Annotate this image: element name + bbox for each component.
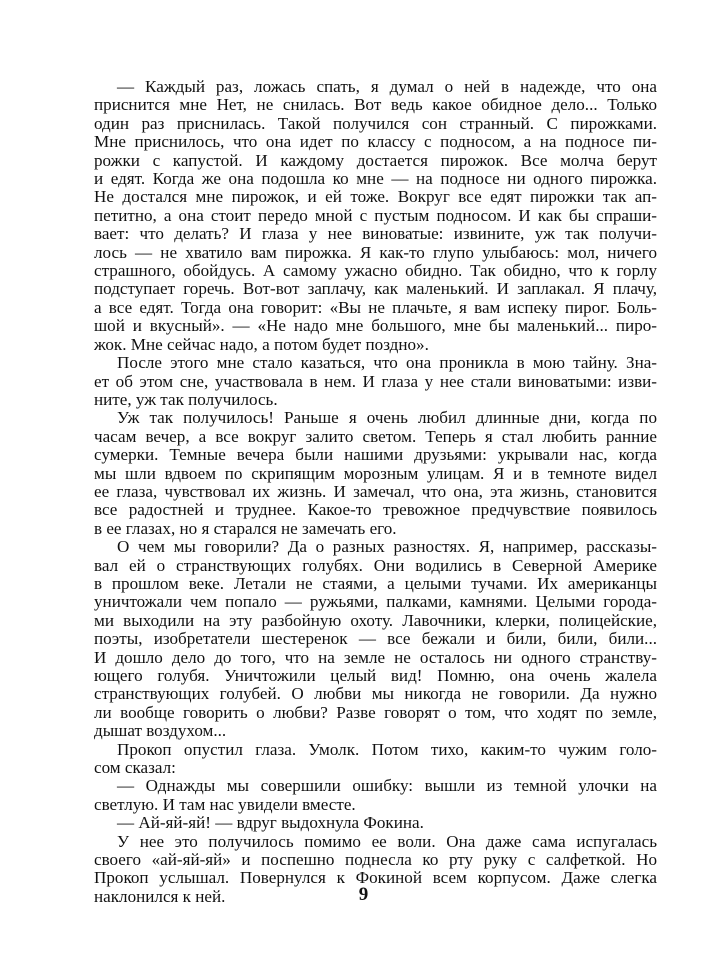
text-line: О чем мы говорили? Да о разных разностях. Я, например, рассказы- <box>117 537 657 557</box>
paragraph <box>94 354 657 409</box>
text-line: своего «ай-яй-яй» и поспешно поднесла ко рту руку с салфеткой. Но <box>94 850 657 870</box>
text-line: ми выходили на эту разбойную охоту. Лавочники, клерки, полицейские, <box>94 610 657 630</box>
text-line: страшного, обойдусь. А самому ужасно обидно. Так обидно, что к горлу <box>94 261 657 281</box>
text-line: странствующих голубей. О любви мы никогда не говорили. Да нужно <box>94 684 657 704</box>
text-line: светлую. И там нас увидели вместе. <box>94 794 356 814</box>
paragraph <box>94 741 657 778</box>
text-line: ющего голубя. Уничтожили целый вид! Помню, она очень жалела <box>94 666 657 685</box>
text-line: один раз приснилась. Такой получился сон странный. С пирожками. <box>94 113 657 133</box>
text-line: рожки с капустой. И каждому достается пирожок. Все молча берут <box>94 150 657 170</box>
text-line: ли вообще говорить о любви? Разве говорят о том, что ходят по земле, <box>94 702 657 722</box>
text-line: в ее глазах, но я старался не замечать его. <box>94 518 397 538</box>
text-line: — Ай-яй-яй! — вдруг выдохнула Фокина. <box>117 813 424 833</box>
text-line: Прокоп услышал. Повернулся к Фокиной всем корпусом. Даже слегка <box>94 868 657 888</box>
text-line: После этого мне стало казаться, что она проникла в мою тайну. Зна- <box>117 353 657 373</box>
text-line: ните, уж так получилось. <box>94 389 278 409</box>
paragraph <box>94 777 657 814</box>
paragraph <box>94 78 657 354</box>
text-line: вает: что делать? И глаза у нее виноватые: извините, уж так получи- <box>94 224 657 244</box>
text-line: ее глаза, чувствовал их жизнь. И замечал, что она, эта жизнь, становится <box>94 481 657 501</box>
book-page <box>94 78 657 906</box>
text-line: Мне приснилось, что она идет по классу с подносом, а на подносе пи- <box>94 132 657 152</box>
text-line: Прокоп опустил глаза. Умолк. Потом тихо, каким-то чужим голо- <box>117 739 657 759</box>
text-line: мы шли вдвоем по скрипящим морозным улицам. Я и в темноте видел <box>94 463 657 483</box>
text-line: шой и вкусный». — «Не надо мне большого, мне бы маленький... пиро- <box>94 316 657 336</box>
text-line: И дошло дело до того, что на земле не осталось ни одного странству- <box>94 647 657 667</box>
text-line: — Каждый раз, ложась спать, я думал о ней в надежде, что она <box>117 77 657 96</box>
text-line: сумерки. Темные вечера были нашими друзьями: укрывали нас, когда <box>94 445 657 465</box>
paragraph <box>94 538 657 740</box>
text-line: петитно, а она стоит передо мной с пустым подносом. И как бы спраши- <box>94 205 657 225</box>
text-line: Уж так получилось! Раньше я очень любил длинные дни, когда по <box>117 408 657 428</box>
text-line: а все едят. Тогда она говорит: «Вы не плачьте, я вам испеку пирог. Боль- <box>94 297 657 317</box>
text-line: и едят. Когда же она подошла ко мне — на подносе ни одного пирожка. <box>94 169 657 189</box>
text-line: лось — не хватило вам пирожка. Я как-то глупо улыбаюсь: мол, ничего <box>94 242 657 262</box>
paragraph <box>94 814 657 832</box>
text-line: наклонился к ней. <box>94 886 226 906</box>
text-line: сом сказал: <box>94 758 176 778</box>
text-line: подступает горечь. Вот-вот заплачу, как маленький. И заплакал. Я плачу, <box>94 279 657 299</box>
paragraph <box>94 409 657 538</box>
text-line: — Однажды мы совершили ошибку: вышли из темной улочки на <box>117 776 657 796</box>
text-line: приснится мне Нет, не снилась. Вот ведь какое обидное дело... Только <box>94 95 657 115</box>
text-line: поэты, изобретатели шестеренок — все бежали и били, били, били... <box>94 629 657 649</box>
text-line: У нее это получилось помимо ее воли. Она даже сама испугалась <box>117 831 657 851</box>
text-line: Не достался мне пирожок, и ей тоже. Вокруг все едят пирожки так ап- <box>94 187 657 207</box>
text-line: в прошлом веке. Летали не стаями, а целыми тучами. Их американцы <box>94 573 657 593</box>
text-line: дышат воздухом... <box>94 721 227 741</box>
text-line: вал ей о странствующих голубях. Они водились в Северной Америке <box>94 555 657 575</box>
page-text <box>94 78 657 906</box>
text-line: жок. Мне сейчас надо, а потом будет поздно». <box>94 334 429 354</box>
text-line: все радостней и труднее. Какое-то тревожное предчувствие появилось <box>94 500 657 520</box>
text-line: уничтожали чем попало — ружьями, палками, камнями. Целыми города- <box>94 592 657 612</box>
text-line: ет об этом сне, участвовала в нем. И глаза у нее стали виноватыми: изви- <box>94 371 657 391</box>
page-number: 9 <box>358 884 369 905</box>
text-line: часам вечер, а все вокруг залито светом. Теперь я стал любить ранние <box>94 426 657 446</box>
